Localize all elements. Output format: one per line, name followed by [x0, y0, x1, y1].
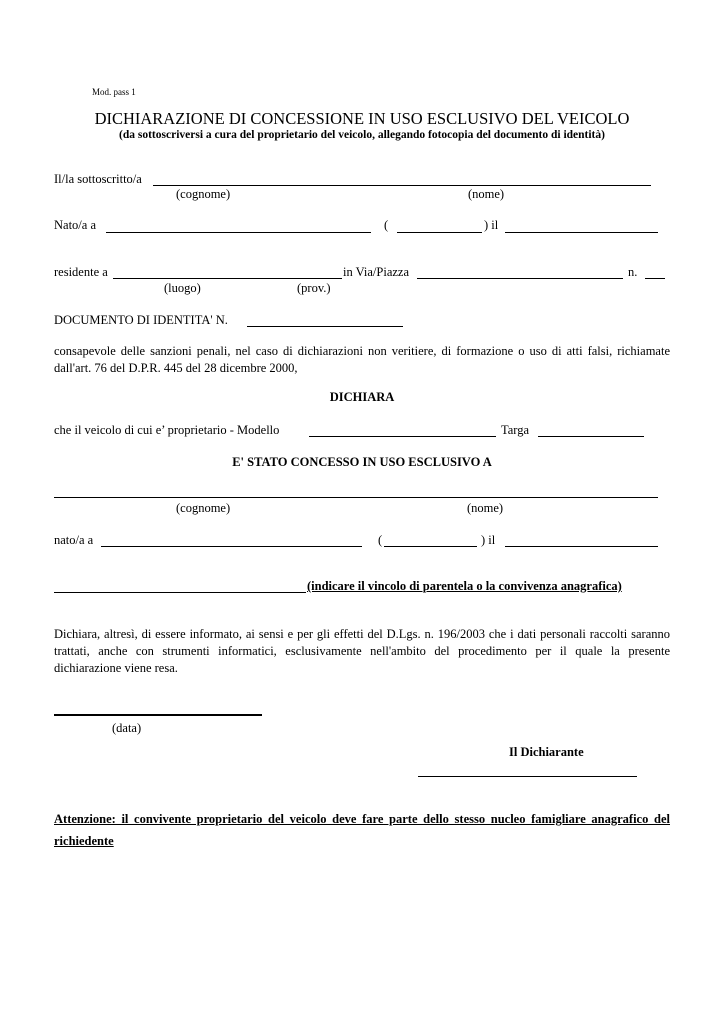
birth-date-field[interactable] [505, 232, 658, 233]
form-title: DICHIARAZIONE DI CONCESSIONE IN USO ESCLUSIVO DEL VEICOLO [94, 109, 630, 128]
label-declarant: Il Dichiarante [509, 745, 584, 759]
birthplace-field[interactable] [106, 232, 371, 233]
date-field[interactable] [54, 714, 262, 716]
beneficiary-paren-open: ( [378, 533, 383, 547]
beneficiary-birthplace-field[interactable] [101, 546, 362, 547]
beneficiary-label-born: nato/a a [54, 533, 94, 547]
label-street: in Via/Piazza [343, 265, 410, 279]
signature-field[interactable] [418, 776, 637, 777]
label-plate: Targa [501, 423, 530, 437]
street-number-field[interactable] [645, 278, 665, 279]
birth-province-field[interactable] [397, 232, 482, 233]
caption-name: (nome) [468, 187, 505, 201]
attention-note: Attenzione: il convivente proprietario del veicolo deve fare parte dello stesso nucleo famigliare anagrafico del richiedente [54, 812, 670, 848]
label-id-document: DOCUMENTO DI IDENTITA' N. [54, 313, 228, 327]
id-document-field[interactable] [247, 326, 403, 327]
granted-heading: E' STATO CONCESSO IN USO ESCLUSIVO A [232, 455, 492, 469]
form-subtitle: (da sottoscriversi a cura del proprietario del veicolo, allegando fotocopia del documento di identità) [119, 129, 605, 141]
label-born-on: ) il [484, 218, 499, 232]
beneficiary-caption-name: (nome) [467, 501, 504, 515]
declares-heading: DICHIARA [329, 390, 395, 404]
label-number: n. [628, 265, 638, 279]
street-field[interactable] [417, 278, 623, 279]
beneficiary-caption-surname: (cognome) [176, 501, 231, 515]
residence-place-field[interactable] [113, 278, 342, 279]
label-resident: residente a [54, 265, 108, 279]
beneficiary-label-born-on: ) il [481, 533, 496, 547]
caption-province: (prov.) [297, 281, 331, 295]
caption-date: (data) [112, 721, 142, 735]
beneficiary-birth-date-field[interactable] [505, 546, 658, 547]
caption-surname: (cognome) [176, 187, 231, 201]
model-code: Mod. pass 1 [92, 87, 136, 97]
label-vehicle-model: che il veicolo di cui e’ proprietario - Modello [54, 423, 280, 437]
beneficiary-province-field[interactable] [384, 546, 477, 547]
relationship-note: (indicare il vincolo di parentela o la convivenza anagrafica) [307, 579, 622, 593]
label-undersigned: Il/la sottoscritto/a [54, 172, 142, 186]
beneficiary-name-field[interactable] [54, 497, 658, 498]
undersigned-name-field[interactable] [153, 185, 651, 186]
privacy-paragraph: Dichiara, altresì, di essere informato, ai sensi e per gli effetti del D.Lgs. n. 196/2003 che i dati personali raccolti saranno trattati, anche con strumenti informatici, esclusivamente nell'ambito del procedimento per il quale la presente dichiarazione viene resa. [54, 627, 670, 675]
vehicle-model-field[interactable] [309, 436, 496, 437]
relationship-field[interactable] [54, 592, 306, 593]
label-born: Nato/a a [54, 218, 96, 232]
awareness-paragraph: consapevole delle sanzioni penali, nel caso di dichiarazioni non veritiere, di formazione o uso di atti falsi, richiamate dall'art. 76 del D.P.R. 445 del 28 dicembre 2000, [54, 344, 670, 375]
caption-place: (luogo) [164, 281, 201, 295]
plate-field[interactable] [538, 436, 644, 437]
paren-open: ( [384, 218, 389, 232]
